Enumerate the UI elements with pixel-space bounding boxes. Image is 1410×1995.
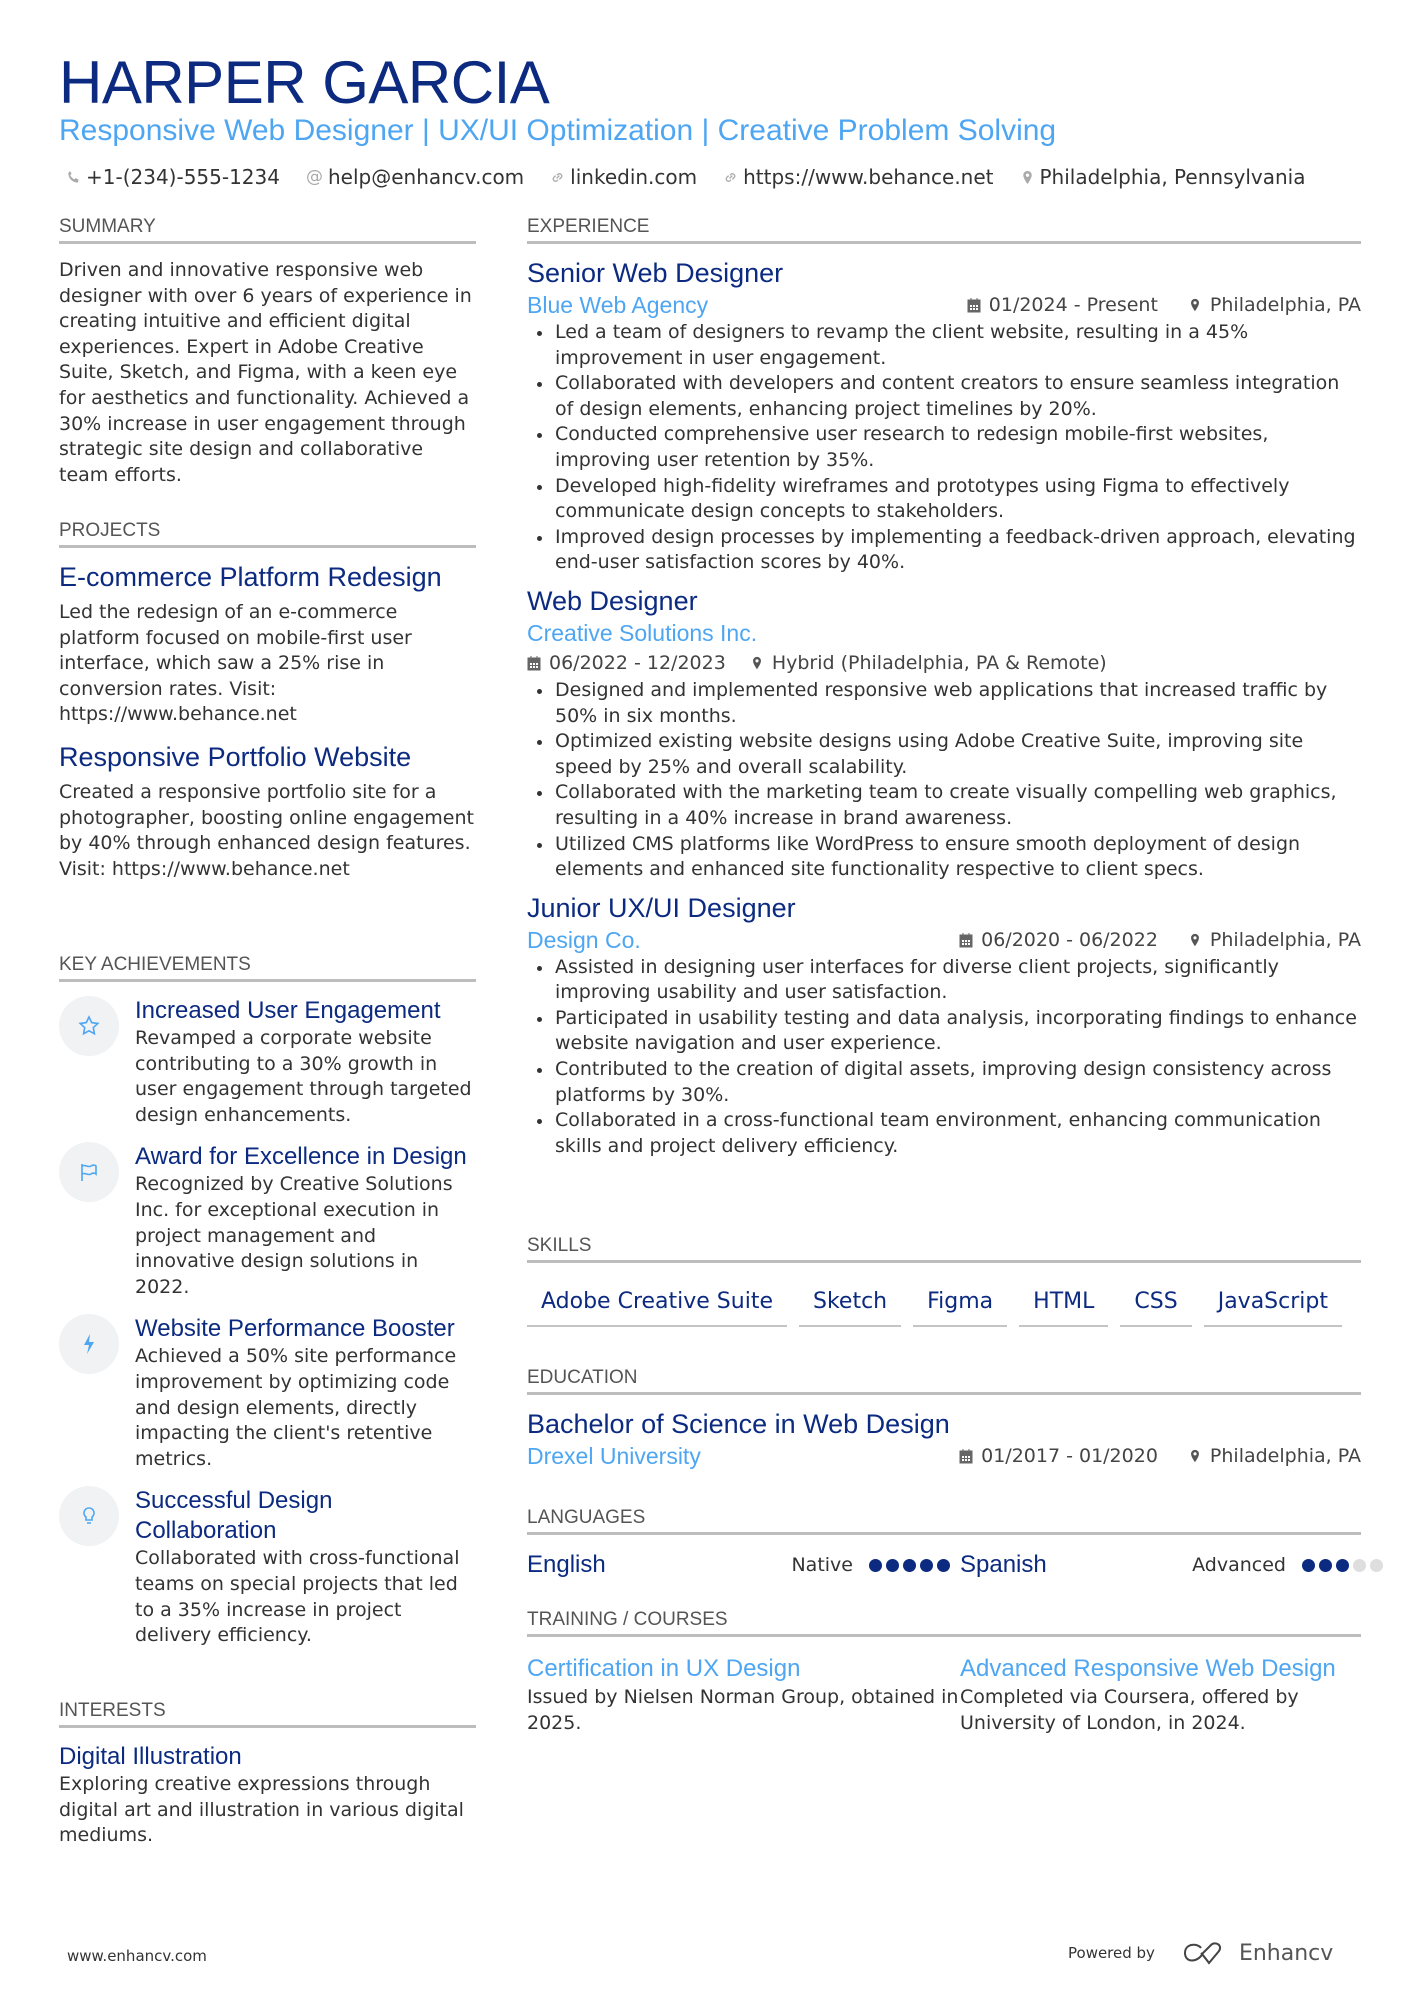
experience-item [527, 584, 1361, 883]
rating-dot-empty [1370, 1559, 1383, 1572]
rating-dot-filled [1336, 1559, 1349, 1572]
calendar-icon [959, 932, 973, 948]
bullet-item: Collaborated with the marketing team to create visually compelling web graphics, resulting in a 40% increase in brand awareness. [527, 780, 1361, 831]
achievements-section [59, 953, 476, 1649]
achievement-text: Achieved a 50% site performance improvement by optimizing code and design elements, directly impacting the client's retentive metrics. [135, 1345, 457, 1470]
project-item [59, 560, 476, 728]
achievement-text: Recognized by Creative Solutions Inc. for exceptional execution in project management and innovative design solutions in 2022. [135, 1173, 453, 1298]
experience-item [527, 891, 1361, 1160]
rating-dot-empty [1353, 1559, 1366, 1572]
summary-section [59, 215, 476, 488]
bullet-item: Optimized existing website designs using Adobe Creative Suite, improving site speed by 25% and overall scalability. [527, 729, 1361, 780]
interest-text: Exploring creative expressions through digital art and illustration in various digital mediums. [59, 1773, 464, 1847]
degree-title: Bachelor of Science in Web Design [527, 1409, 950, 1439]
job-title: Junior UX/UI Designer [527, 892, 796, 923]
experience-item [527, 256, 1361, 576]
brand-text: Enhancv [1238, 1940, 1334, 1966]
location-text: Philadelphia, PA [1209, 294, 1361, 316]
language-item [960, 1551, 1393, 1579]
education-section [527, 1366, 1361, 1471]
company-row [527, 290, 1361, 320]
project-item [59, 740, 476, 882]
projects-section [59, 519, 476, 882]
bullet-item: Participated in usability testing and data analysis, incorporating findings to enhance website navigation and user experience. [527, 1006, 1361, 1057]
project-title: Responsive Portfolio Website [59, 741, 412, 772]
footer-branding [1068, 1940, 1333, 1966]
experience-section [527, 215, 1361, 1159]
location-text: Philadelphia, PA [1209, 928, 1361, 951]
job-meta [967, 290, 1361, 320]
achievement-title: Award for Excellence in Design [135, 1143, 467, 1171]
location-pin-icon [750, 655, 764, 671]
calendar-icon [527, 655, 541, 671]
section-heading: TRAINING / COURSES [527, 1608, 1361, 1637]
star-icon [77, 1014, 101, 1038]
contact-website[interactable] [723, 164, 993, 190]
job-dates [959, 925, 1158, 955]
skill-tag: CSS [1120, 1281, 1191, 1327]
rating-dot-filled [937, 1559, 950, 1572]
job-meta [959, 925, 1361, 955]
job-title: Web Designer [527, 585, 698, 616]
course-item [960, 1653, 1393, 1736]
enhancv-logo[interactable] [1181, 1940, 1333, 1966]
section-heading: PROJECTS [59, 519, 476, 548]
language-rating [869, 1559, 950, 1572]
phone-text: +1-(234)-555-1234 [86, 165, 280, 189]
achievement-icon-circle [59, 1142, 119, 1202]
rating-dot-filled [903, 1559, 916, 1572]
contact-phone[interactable] [66, 164, 280, 190]
course-text: Issued by Nielsen Norman Group, obtained in 2025. [527, 1686, 959, 1734]
calendar-icon [967, 297, 981, 313]
skill-tag: Adobe Creative Suite [527, 1281, 787, 1327]
achievement-title: Increased User Engagement [135, 997, 441, 1024]
rating-dot-filled [920, 1559, 933, 1572]
location-pin-icon [1188, 932, 1202, 948]
location-pin-icon [1020, 170, 1035, 185]
language-level: Native [791, 1554, 853, 1576]
job-title: Senior Web Designer [527, 258, 784, 288]
lightbulb-icon [77, 1504, 101, 1528]
job-dates [967, 290, 1158, 320]
email-text: help@enhancv.com [327, 165, 525, 189]
bullet-item: Conducted comprehensive user research to redesign mobile-first websites, improving user retention by 35%. [527, 422, 1361, 473]
course-title: Certification in UX Design [527, 1655, 801, 1682]
achievement-title: Successful Design Collaboration [135, 1487, 333, 1545]
language-item [527, 1551, 960, 1579]
dates-text: 06/2020 - 06/2022 [981, 928, 1158, 951]
section-heading: KEY ACHIEVEMENTS [59, 953, 476, 982]
education-location [1188, 1441, 1361, 1471]
achievement-text: Collaborated with cross-functional teams on special projects that led to a 35% increase in project delivery efficiency. [135, 1547, 460, 1647]
section-heading: LANGUAGES [527, 1506, 1361, 1535]
job-dates [527, 648, 726, 678]
powered-by-text: Powered by [1068, 1944, 1155, 1962]
contact-email[interactable] [306, 164, 524, 190]
section-heading: SUMMARY [59, 215, 476, 244]
dates-text: 01/2017 - 01/2020 [981, 1445, 1158, 1467]
skills-section [527, 1234, 1361, 1327]
bullet-item: Developed high-fidelity wireframes and prototypes using Figma to effectively communicate design concepts to stakeholders. [527, 474, 1361, 525]
achievement-item [59, 1486, 476, 1648]
bullet-item: Collaborated in a cross-functional team environment, enhancing communication skills and project delivery efficiency. [527, 1108, 1361, 1159]
company-name: Blue Web Agency [527, 292, 709, 318]
contact-location [1020, 164, 1306, 190]
skill-tag: JavaScript [1204, 1281, 1342, 1327]
project-description: Led the redesign of an e-commerce platform focused on mobile-first user interface, which saw a 25% rise in conversion rates. Visit: https://www.behance.net [59, 601, 412, 726]
bullet-item: Utilized CMS platforms like WordPress to ensure smooth deployment of design elements and enhanced site functionality respective to client specs. [527, 832, 1361, 883]
bullet-item: Assisted in designing user interfaces for diverse client projects, significantly improving usability and user satisfaction. [527, 955, 1361, 1006]
footer-website[interactable]: www.enhancv.com [67, 1947, 207, 1965]
bullet-item: Designed and implemented responsive web applications that increased traffic by 50% in six months. [527, 678, 1361, 729]
achievement-item [59, 996, 476, 1128]
achievement-item [59, 1314, 476, 1472]
skill-tag: HTML [1019, 1281, 1108, 1327]
job-bullets [527, 955, 1361, 1160]
rating-dot-filled [1302, 1559, 1315, 1572]
bullet-item: Led a team of designers to revamp the client website, resulting in a 45% improvement in user engagement. [527, 320, 1361, 371]
location-text: Hybrid (Philadelphia, PA & Remote) [771, 651, 1107, 674]
link-icon [550, 170, 565, 185]
bullet-item: Improved design processes by implementing a feedback-driven approach, elevating end-user satisfaction scores by 40%. [527, 525, 1361, 576]
lightning-icon [77, 1332, 101, 1356]
bullet-item: Collaborated with developers and content creators to ensure seamless integration of design elements, enhancing project timelines by 20%. [527, 371, 1361, 422]
section-heading: EXPERIENCE [527, 215, 1361, 244]
achievement-title: Website Performance Booster [135, 1315, 455, 1343]
location-text: Philadelphia, Pennsylvania [1039, 165, 1306, 189]
bullet-item: Contributed to the creation of digital assets, improving design consistency across platforms by 30%. [527, 1057, 1361, 1108]
website-text: https://www.behance.net [743, 165, 994, 189]
rating-dot-filled [869, 1559, 882, 1572]
job-bullets [527, 320, 1361, 576]
project-description: Created a responsive portfolio site for a photographer, boosting online engagement by 40% through enhanced design features. Visit: https://www.behance.net [59, 780, 474, 880]
skill-tag: Sketch [799, 1281, 901, 1327]
language-level: Advanced [1192, 1554, 1286, 1576]
location-pin-icon [1188, 297, 1202, 313]
achievement-item [59, 1142, 476, 1300]
achievement-text: Revamped a corporate website contributing to a 30% growth in user engagement through targeted design enhancements. [135, 1027, 472, 1126]
language-name: English [527, 1551, 606, 1578]
skill-tag: Figma [913, 1281, 1007, 1327]
training-section [527, 1608, 1361, 1736]
language-name: Spanish [960, 1551, 1047, 1578]
languages-section [527, 1506, 1361, 1579]
company-name: Design Co. [527, 926, 641, 953]
school-name: Drexel University [527, 1443, 701, 1469]
enhancv-logo-icon [1181, 1940, 1229, 1966]
rating-dot-filled [886, 1559, 899, 1572]
achievement-icon-circle [59, 1314, 119, 1374]
candidate-subtitle: Responsive Web Designer | UX/UI Optimization | Creative Problem Solving [59, 114, 1057, 147]
job-bullets [527, 678, 1361, 883]
summary-text: Driven and innovative responsive web designer with over 6 years of experience in creating intuitive and efficient digital experiences. Expert in Adobe Creative Suite, Sketch, and Figma, with a keen eye for aesthetics and functionality. Achieved a 30% increase in user engagement through strategic site design and collaborative team efforts. [59, 259, 472, 486]
section-heading: EDUCATION [527, 1366, 1361, 1395]
linkedin-text: linkedin.com [570, 165, 698, 189]
phone-icon [66, 170, 81, 185]
course-text: Completed via Coursera, offered by University of London, in 2024. [960, 1686, 1299, 1734]
company-name: Creative Solutions Inc. [527, 619, 758, 646]
contact-linkedin[interactable] [550, 164, 697, 190]
rating-dot-filled [1319, 1559, 1332, 1572]
company-row [527, 925, 1361, 955]
course-title: Advanced Responsive Web Design [960, 1655, 1336, 1682]
achievement-icon-circle [59, 996, 119, 1056]
candidate-name: HARPER GARCIA [59, 49, 550, 116]
contact-bar [66, 164, 1305, 190]
interest-title: Digital Illustration [59, 1743, 242, 1770]
at-icon: @ [305, 167, 323, 187]
dates-text: 01/2024 - Present [988, 294, 1158, 316]
project-title: E-commerce Platform Redesign [59, 562, 442, 592]
location-pin-icon [1188, 1448, 1202, 1464]
interests-section [59, 1699, 476, 1849]
language-rating [1302, 1559, 1383, 1572]
achievement-icon-circle [59, 1486, 119, 1546]
job-location [1188, 925, 1361, 955]
section-heading: INTERESTS [59, 1699, 476, 1728]
job-location [1188, 290, 1361, 320]
job-location [750, 648, 1107, 678]
link-icon [723, 170, 738, 185]
education-dates [959, 1441, 1158, 1471]
flag-icon [77, 1160, 101, 1184]
section-heading: SKILLS [527, 1234, 1361, 1263]
location-text: Philadelphia, PA [1209, 1445, 1361, 1467]
dates-text: 06/2022 - 12/2023 [549, 651, 726, 674]
job-meta [527, 648, 1361, 678]
course-item [527, 1653, 960, 1736]
calendar-icon [959, 1448, 973, 1464]
